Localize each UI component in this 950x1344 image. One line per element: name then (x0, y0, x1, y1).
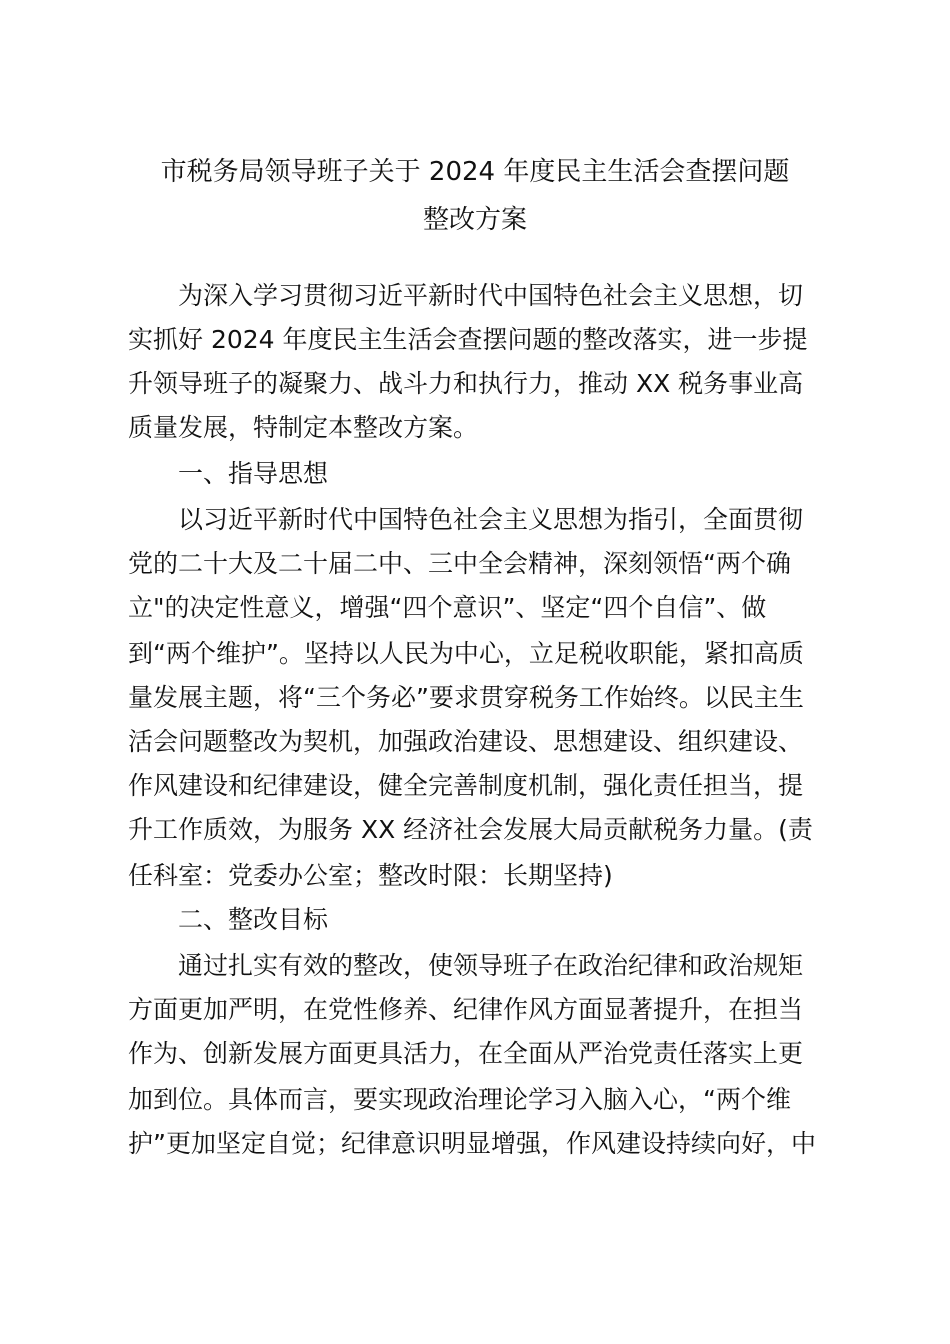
paragraph-line: 升领导班子的凝聚力、战斗力和执行力，推动 XX 税务事业高 (128, 369, 804, 398)
section-heading-1: 一、指导思想 (178, 459, 329, 488)
section-heading-2: 二、整改目标 (178, 905, 329, 934)
paragraph-line: 作风建设和纪律建设，健全完善制度机制，强化责任担当，提 (128, 771, 804, 800)
paragraph-line: 活会问题整改为契机，加强政治建设、思想建设、组织建设、 (128, 727, 804, 756)
paragraph-line: 党的二十大及二十届二中、三中全会精神，深刻领悟“两个确 (128, 549, 791, 578)
paragraph-line: 为深入学习贯彻习近平新时代中国特色社会主义思想，切 (178, 281, 804, 310)
paragraph-line: 实抓好 2024 年度民主生活会查摆问题的整改落实，进一步提 (128, 325, 808, 354)
paragraph-line: 作为、创新发展方面更具活力，在全面从严治党责任落实上更 (128, 1039, 804, 1068)
paragraph-line: 加到位。具体而言，要实现政治理论学习入脑入心，“两个维 (128, 1085, 791, 1114)
paragraph-line: 立"的决定性意义，增强“四个意识”、坚定“四个自信”、做 (128, 593, 767, 622)
paragraph-line: 质量发展，特制定本整改方案。 (128, 413, 479, 442)
paragraph-line: 量发展主题，将“三个务必”要求贯穿税务工作始终。以民主生 (128, 683, 804, 712)
paragraph-line: 方面更加严明，在党性修养、纪律作风方面显著提升，在担当 (128, 995, 804, 1024)
paragraph-line: 护”更加坚定自觉；纪律意识明显增强，作风建设持续向好，中 (128, 1129, 816, 1158)
paragraph-line: 通过扎实有效的整改，使领导班子在政治纪律和政治规矩 (178, 951, 804, 980)
paragraph-line: 升工作质效，为服务 XX 经济社会发展大局贡献税务力量。(责 (128, 815, 813, 844)
document-title-line-1: 市税务局领导班子关于 2024 年度民主生活会查摆问题 (160, 157, 790, 187)
paragraph-line: 到“两个维护”。坚持以人民为中心，立足税收职能，紧扣高质 (128, 639, 804, 668)
paragraph-line: 任科室：党委办公室；整改时限：长期坚持) (128, 861, 613, 890)
paragraph-line: 以习近平新时代中国特色社会主义思想为指引，全面贯彻 (178, 505, 804, 534)
document-title-line-2: 整改方案 (422, 205, 527, 235)
